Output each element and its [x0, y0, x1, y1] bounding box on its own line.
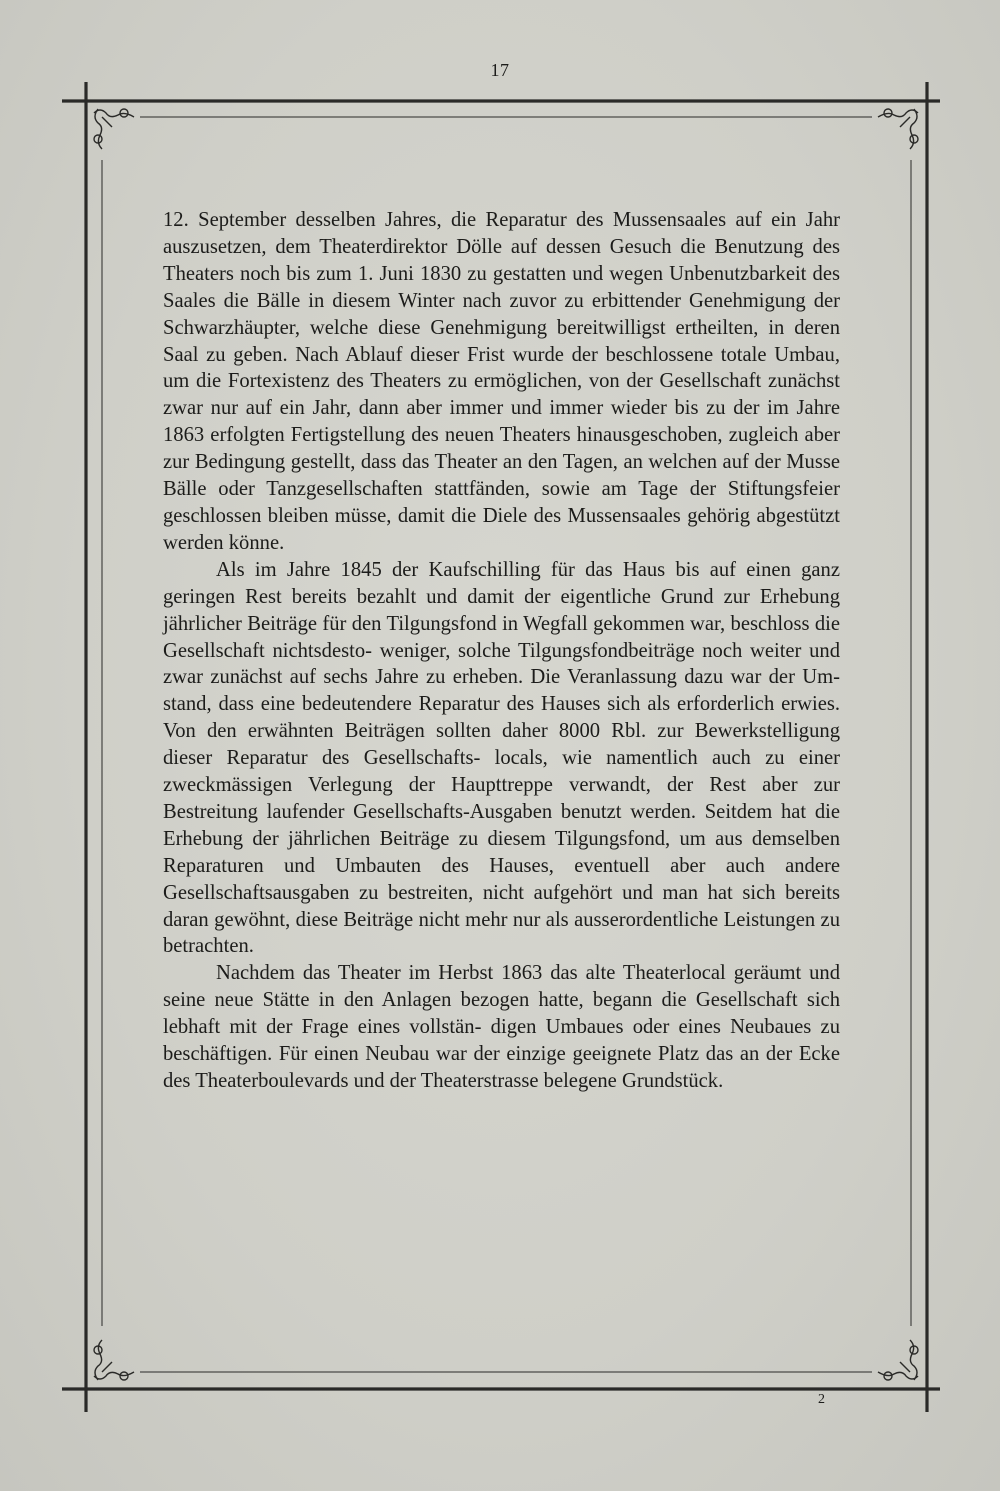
- signature-mark: 2: [818, 1392, 825, 1407]
- page-number: 17: [490, 60, 510, 80]
- paragraph: 12. September desselben Jahres, die Reparatur des Mussensaales auf ein Jahr auszusetzen, dem Theaterdirektor Dölle auf dessen Gesuch die Benutzung des Theaters noch bis zum 1. Juni 1830 zu gestatten und wegen Unbenutzbarkeit des Saales die Bälle in diesem Winter nach zuvor zu erbittender Genehmigung der Schwarzhäupter, welche diese Genehmigung bereitwilligst ertheilten, in deren Saal zu geben. Nach Ablauf dieser Frist wurde der beschlossene totale Umbau, um die Fortexistenz des Theaters zu ermöglichen, von der Gesellschaft zunächst zwar nur auf ein Jahr, dann aber immer und immer wieder bis zu der im Jahre 1863 erfolgten Fertigstellung des neuen Theaters hinausgeschoben, zugleich aber zur Bedingung gestellt, dass das Theater an den Tagen, an welchen auf der Musse Bälle oder Tanzgesellschaften stattfänden, sowie am Tage der Stiftungsfeier geschlossen bleiben müsse, damit die Diele des Mussensaales gehörig abgestützt werden könne.: [163, 209, 840, 554]
- corner-ornament-bottom-left: [90, 1338, 136, 1384]
- body-text: [163, 207, 840, 1095]
- corner-ornament-top-right: [876, 105, 922, 151]
- paragraph: Nachdem das Theater im Herbst 1863 das alte Theaterlocal geräumt und seine neue Stätte in den Anlagen bezogen hatte, begann die Gesellschaft sich lebhaft mit der Frage eines vollstän- digen Umbaues oder eines Neubaues zu beschäftigen. Für einen Neubau war der einzige geeignete Platz das an der Ecke des Theaterboulevards und der Theaterstrasse belegene Grundstück.: [163, 962, 840, 1092]
- corner-ornament-top-left: [90, 105, 136, 151]
- corner-ornament-bottom-right: [876, 1338, 922, 1384]
- paragraph: Als im Jahre 1845 der Kaufschilling für das Haus bis auf einen ganz geringen Rest bereits bezahlt und damit der eigentliche Grund zur Erhebung jährlicher Beiträge für den Tilgungsfond in Wegfall gekommen war, beschloss die Gesellschaft nichtsdesto- weniger, solche Tilgungsfondbeiträge noch weiter und zwar zunächst auf sechs Jahre zu erheben. Die Veranlassung dazu war der Um- stand, dass eine bedeutendere Reparatur des Hauses sich als erforderlich erwies. Von den erwähnten Beiträgen sollten daher 8000 Rbl. zur Bewerkstelligung dieser Reparatur des Gesellschafts- locals, wie namentlich auch zu einer zweckmässigen Verlegung der Haupttreppe verwandt, der Rest aber zur Bestreitung laufender Gesellschafts-Ausgaben benutzt werden. Seitdem hat die Erhebung der jährlichen Beiträge zu diesem Tilgungsfond, um aus demselben Reparaturen und Umbauten des Hauses, eventuell aber auch andere Gesellschaftsausgaben zu bestreiten, nicht aufgehört und man hat sich bereits daran gewöhnt, diese Beiträge nicht mehr nur als ausserordentliche Leistungen zu betrachten.: [163, 558, 840, 958]
